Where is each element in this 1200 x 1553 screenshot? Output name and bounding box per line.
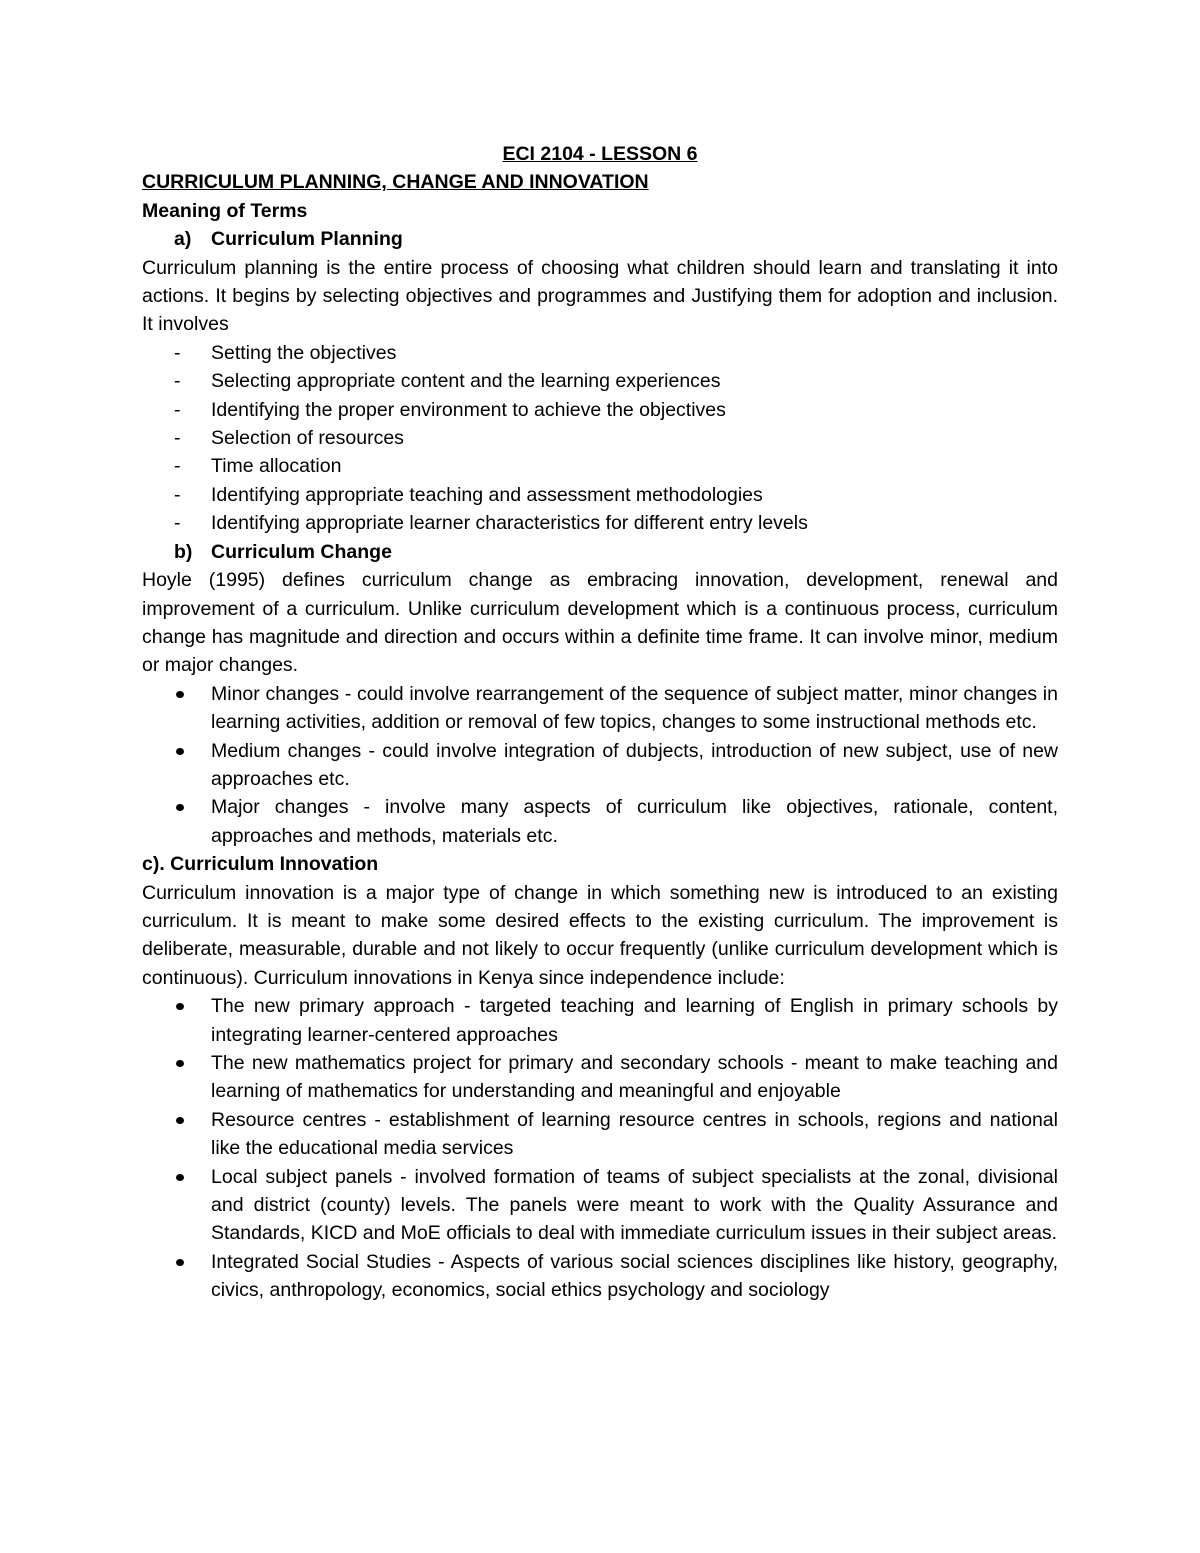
list-item xyxy=(142,680,1058,737)
section-a-title: Curriculum Planning xyxy=(211,228,403,251)
document-title: ECI 2104 - LESSON 6 xyxy=(502,143,698,165)
dash-bullet: - xyxy=(174,370,181,393)
meaning-heading: Meaning of Terms xyxy=(142,199,308,222)
document-subtitle: CURRICULUM PLANNING, CHANGE AND INNOVATION xyxy=(142,171,649,194)
section-a-paragraph: Curriculum planning is the entire process of choosing what children should learn and translating it into actions. It begins by selecting objectives and programmes and Justifying them for adoption and inclusion. It involves xyxy=(142,256,1058,336)
list-item xyxy=(142,793,1058,850)
section-c-heading: c). Curriculum Innovation xyxy=(142,853,379,876)
list-item-text: Integrated Social Studies - Aspects of various social sciences disciplines like history, geography, civics, anthropology, economics, social ethics psychology and sociology xyxy=(211,1250,1058,1302)
list-item xyxy=(142,396,1058,424)
list-item xyxy=(142,509,1058,537)
list-item-text: Selection of resources xyxy=(211,427,404,450)
list-item-text: Selecting appropriate content and the learning experiences xyxy=(211,370,721,393)
list-item-text: Identifying appropriate teaching and assessment methodologies xyxy=(211,483,763,506)
list-item-text: Local subject panels - involved formation of teams of subject specialists at the zonal, divisional and district (county) levels. The panels were meant to work with the Quality Assurance and Standards, KICD and MoE officials to deal with immediate curriculum issues in their subject areas. xyxy=(211,1165,1058,1245)
list-item xyxy=(142,452,1058,480)
section-b-heading xyxy=(142,538,1058,566)
list-item xyxy=(142,339,1058,367)
list-item xyxy=(142,1248,1058,1305)
list-item xyxy=(142,424,1058,452)
section-a-heading xyxy=(142,225,1058,253)
list-item xyxy=(142,1049,1058,1106)
bullet-dot-icon xyxy=(176,1259,184,1266)
list-item xyxy=(142,367,1058,395)
list-item-text: The new mathematics project for primary and secondary schools - meant to make teaching and learning of mathematics for understanding and meaningful and enjoyable xyxy=(211,1052,1058,1103)
dash-bullet: - xyxy=(174,427,181,450)
list-item xyxy=(142,481,1058,509)
list-item-text: Identifying the proper environment to achieve the objectives xyxy=(211,398,726,421)
dash-bullet: - xyxy=(174,341,181,364)
section-a-list xyxy=(142,339,1058,538)
list-item xyxy=(142,1163,1058,1248)
list-item-text: Major changes - involve many aspects of curriculum like objectives, rationale, content, approaches and methods, materials etc. xyxy=(211,796,1058,847)
bullet-dot-icon xyxy=(176,1003,184,1010)
bullet-dot-icon xyxy=(176,1117,184,1124)
bullet-dot-icon xyxy=(176,804,184,811)
list-item-text: Resource centres - establishment of learning resource centres in schools, regions and national like the educational media services xyxy=(211,1108,1058,1160)
section-b-paragraph: Hoyle (1995) defines curriculum change as embracing innovation, development, renewal and improvement of a curriculum. Unlike curriculum development which is a continuous process, curriculum change has magnitude and direction and occurs within a definite time frame. It can involve minor, medium or major changes. xyxy=(142,569,1058,677)
list-item-text: Identifying appropriate learner characteristics for different entry levels xyxy=(211,512,808,535)
list-item xyxy=(142,992,1058,1049)
list-item-text: Minor changes - could involve rearrangement of the sequence of subject matter, minor changes in learning activities, addition or removal of few topics, changes to some instructional methods etc. xyxy=(211,682,1058,734)
section-a-marker: a) xyxy=(174,228,192,251)
bullet-dot-icon xyxy=(176,691,184,698)
bullet-dot-icon xyxy=(176,1060,184,1067)
bullet-dot-icon xyxy=(176,748,184,755)
list-item xyxy=(142,1106,1058,1163)
bullet-dot-icon xyxy=(176,1174,184,1181)
section-b-marker: b) xyxy=(174,540,193,563)
section-b-title: Curriculum Change xyxy=(211,540,392,563)
section-c-paragraph: Curriculum innovation is a major type of change in which something new is introduced to an existing curriculum. It is meant to make some desired effects to the existing curriculum. The improvement is deliberate, measurable, durable and not likely to occur frequently (unlike curriculum development which is continuous). Curriculum innovations in Kenya since independence include: xyxy=(142,881,1058,989)
list-item-text: Setting the objectives xyxy=(211,341,397,364)
list-item-text: Medium changes - could involve integration of dubjects, introduction of new subject, use of new approaches etc. xyxy=(211,739,1058,790)
dash-bullet: - xyxy=(174,455,181,478)
list-item-text: The new primary approach - targeted teaching and learning of English in primary schools by integrating learner-centered approaches xyxy=(211,995,1058,1046)
section-b-list xyxy=(142,680,1058,850)
document-page xyxy=(142,140,1058,1305)
section-c-list xyxy=(142,992,1058,1304)
list-item xyxy=(142,737,1058,794)
dash-bullet: - xyxy=(174,398,181,421)
list-item-text: Time allocation xyxy=(211,455,342,478)
dash-bullet: - xyxy=(174,483,181,506)
dash-bullet: - xyxy=(174,512,181,535)
